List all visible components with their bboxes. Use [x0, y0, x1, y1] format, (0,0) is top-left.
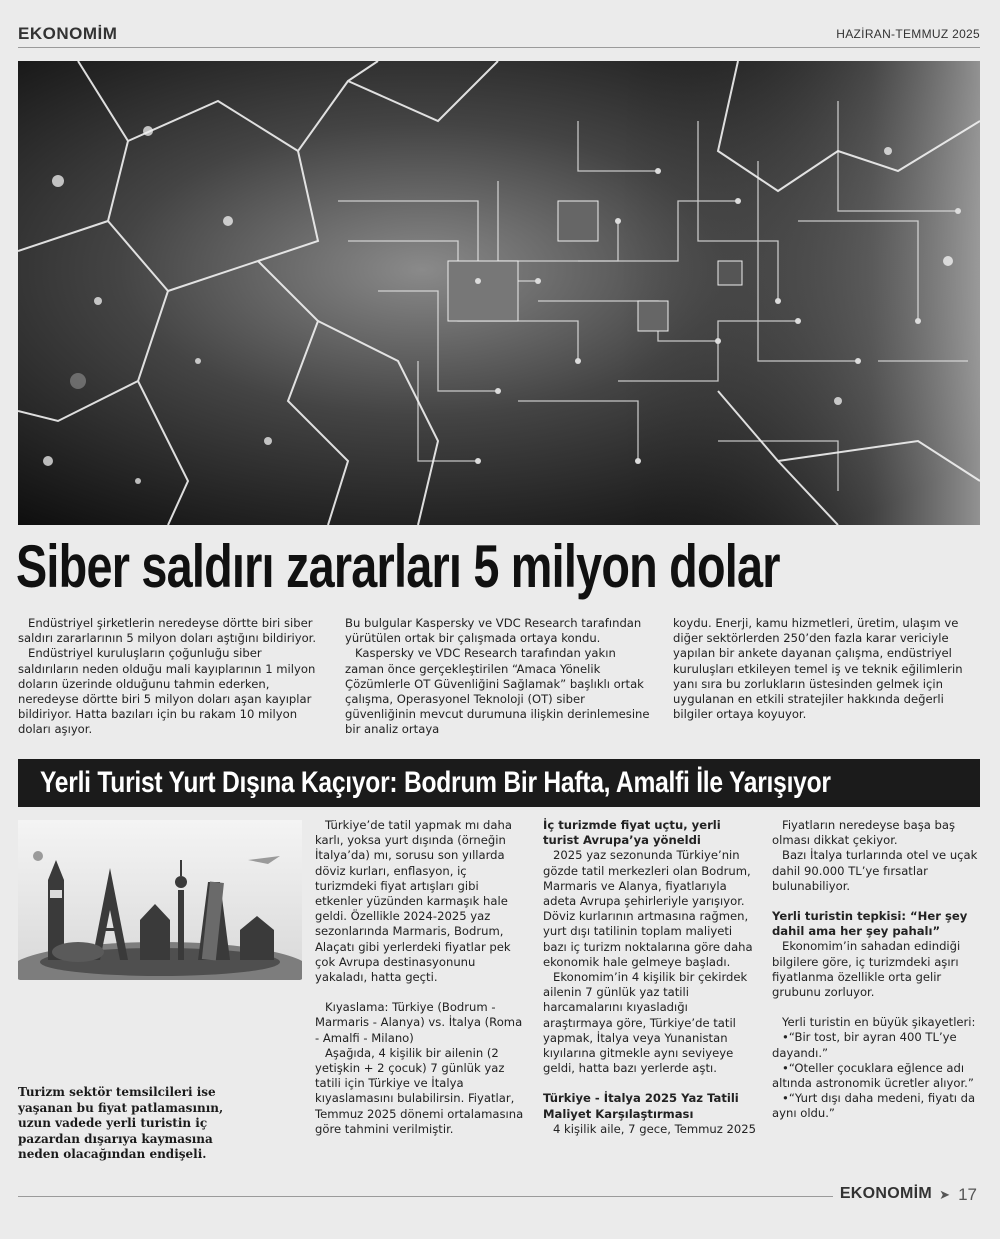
issue-date: HAZİRAN-TEMMUZ 2025 [836, 27, 980, 41]
paragraph: Yerli turistin en büyük şikayetleri: [782, 1015, 976, 1030]
article-headline: Siber saldırı zararları 5 milyon dolar [16, 533, 780, 600]
paragraph: 4 kişilik aile, 7 gece, Temmuz 2025 [553, 1121, 757, 1136]
paragraph: Ekonomim’in sahadan edindiği bilgilere göre, iç turizmdeki aşırı fiyatlanma özellikle orta gelir grubunu zorluyor. [772, 939, 961, 1000]
magazine-name: EKONOMİM [18, 24, 118, 43]
footer-magazine-name: EKONOMİM [839, 1185, 932, 1202]
article2-headline: Yerli Turist Yurt Dışına Kaçıyor: Bodrum Bir Hafta, Amalfi İle Yarışıyor [40, 766, 831, 799]
article2-headline-banner [18, 759, 980, 807]
page-footer [18, 1185, 980, 1204]
article1-column-1 [18, 616, 318, 738]
paragraph: Türkiye’de tatil yapmak mı daha karlı, yoksa yurt dışında (örneğin İtalya’da) mı, sorusu son yıllarda döviz kurları, enflasyon, iç turizmdeki fiyat artışları gibi etkenler yüzünden karmaşık hale geldi. Özellikle 2024-2025 yaz sezonlarında Marmaris, Bodrum, Alaçatı gibi yerlerdeki fiyatlar pek çok Avrupa destinasyonunu yakaladı, hatta geçti. [315, 818, 512, 985]
paragraph: Kaspersky ve VDC Research tarafından yakın zaman önce gerçekleştirilen “Amaca Yönelik Çözümlerle OT Güvenliğini Sağlamak” başlıklı ortak çalışma, Operasyonel Teknoloji (OT) siber güvenliğinin mevcut durumuna ilişkin derinlemesine bir analiz ortaya [345, 646, 650, 737]
paragraph: Bu bulgular Kaspersky ve VDC Research tarafından yürütülen ortak bir çalışmada ortaya kondu. [345, 616, 642, 646]
list-item: •“Oteller çocuklara eğlence adı altında astronomik ücretler alıyor.” [772, 1060, 974, 1091]
list-item: •“Yurt dışı daha medeni, fiyatı da aynı oldu.” [772, 1091, 976, 1121]
paragraph: Aşağıda, 4 kişilik bir ailenin (2 yetişkin + 2 çocuk) 7 günlük yaz tatili için Türkiye ve İtalya kıyaslamasını bulabilirsin. Fiyatlar, Temmuz 2025 dönemi ortalamasına göre tahmini verilmiştir. [315, 1045, 524, 1136]
arrow-right-icon: ➤ [939, 1188, 950, 1203]
paragraph: koydu. Enerji, kamu hizmetleri, üretim, ulaşım ve diğer sektörlerden 250’den fazla karar vericiyle yapılan bir ankete dayanan çalışma, endüstriyel kuruluşları etkileyen temel iş ve teknik eğilimlerin yanı sıra bu zorlukların üstesinden gelmek için uygulanan en etkili stratejiler hakkında değerli bilgiler ortaya koyuyor. [673, 616, 963, 722]
photo-caption: Turizm sektör temsilcileri ise yaşanan bu fiyat patlamasının, uzun vadede yerli turistin iç pazardan dışarıya kaymasına neden olacağından endişeli. [18, 1085, 224, 1161]
page-header [18, 24, 980, 48]
article1-column-3 [673, 616, 980, 722]
article1-body [18, 616, 980, 736]
article1-column-2 [345, 616, 655, 738]
paragraph: Fiyatların neredeyse başa baş olması dikkat çekiyor. [772, 818, 956, 848]
subheading: İç turizmde fiyat uçtu, yerli turist Avrupa’ya yöneldi [543, 818, 721, 848]
article2-column-1 [315, 818, 525, 1137]
paragraph: Endüstriyel kuruluşların çoğunluğu siber saldırıların neden olduğu mali kayıplarının 1 milyon doların üzerinde olduğunu tahmin ederken, neredeyse dörtte biri 5 milyon doları aşan kayıplar bildiriyor. Hatta bazıları için bu rakam 10 milyon doları aşıyor. [18, 646, 316, 737]
paragraph: Ekonomim’in 4 kişilik bir çekirdek ailenin 7 günlük yaz tatili harcamalarını kıyasladığı araştırmaya göre, Türkiye’de tatil yapmak, İtalya veya Yunanistan kıyılarına gitmekle aynı seviyeye geldi, hatta bazı yerlerde aştı. [543, 970, 748, 1076]
footer-rule [18, 1196, 833, 1197]
paragraph: Bazı İtalya turlarında otel ve uçak dahil 90.000 TL’ye fırsatlar bulunabiliyor. [772, 848, 978, 893]
cyber-circuit-image [18, 61, 980, 525]
world-landmarks-image [18, 820, 302, 980]
list-item: •“Bir tost, bir ayran 400 TL’ye dayandı.” [772, 1030, 957, 1060]
subheading: Türkiye - İtalya 2025 Yaz Tatili Maliyet Karşılaştırması [543, 1091, 739, 1121]
paragraph: 2025 yaz sezonunda Türkiye’nin gözde tatil merkezleri olan Bodrum, Marmaris ve Alanya, fiyatlarıyla adeta Avrupa şehirleriyle yarışıyor. Döviz kurlarının artmasına rağmen, yurt dışı tatilinin toplam maliyeti bazı iç turizm noktalarına göre daha ekonomik hale gelmeye başladı. [543, 848, 753, 969]
article2-column-3 [772, 818, 980, 1122]
subheading: Yerli turistin tepkisi: “Her şey dahil ama her şey pahalı” [772, 909, 968, 939]
article2-column-2 [543, 818, 758, 1137]
paragraph: Kıyaslama: Türkiye (Bodrum - Marmaris - Alanya) vs. İtalya (Roma - Amalfi - Milano) [315, 1000, 523, 1045]
paragraph: Endüstriyel şirketlerin neredeyse dörtte biri siber saldırı zararlarının 5 milyon doları aştığını bildiriyor. [18, 616, 317, 646]
page-number: 17 [958, 1185, 977, 1204]
